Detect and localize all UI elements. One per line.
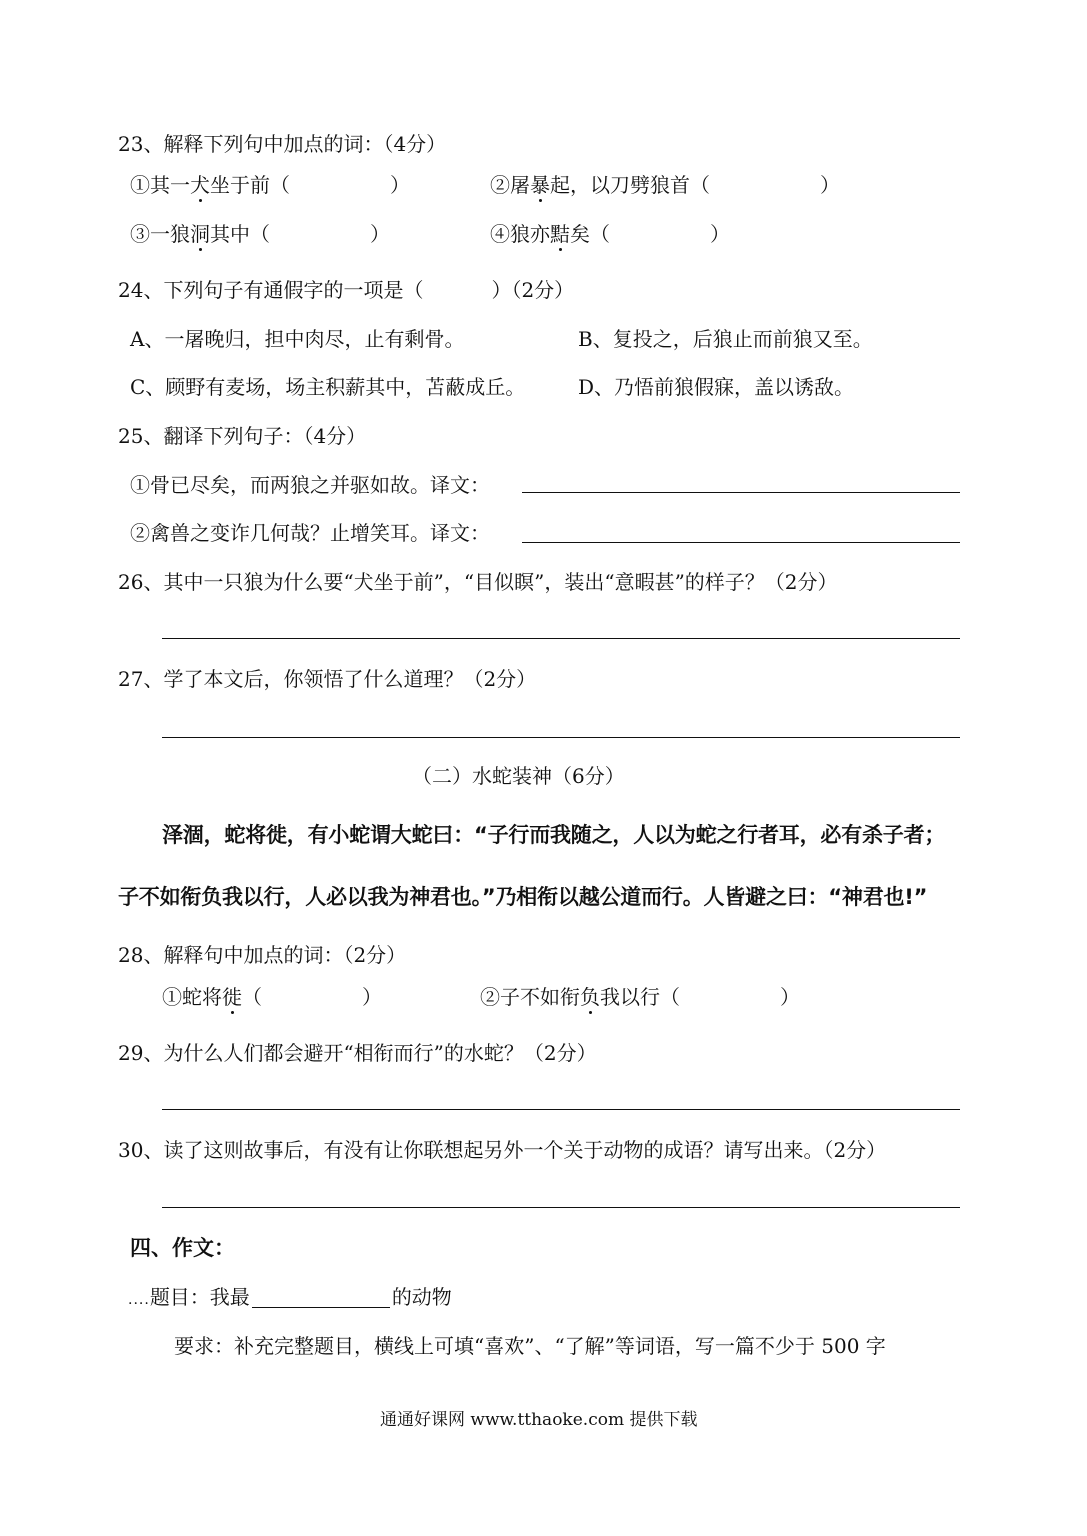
q28-item-2: ②子不如衔负我以行（ ）: [480, 985, 800, 1009]
dotted-word: 洞: [190, 222, 210, 246]
q25-sentence-1: ①骨已尽矣，而两狼之并驱如故。译文：: [130, 473, 490, 497]
q24-option-c: C、顾野有麦场，场主积薪其中，苫蔽成丘。: [130, 375, 526, 399]
q30-stem: 30、读了这则故事后，有没有让你联想起另外一个关于动物的成语？请写出来。（2分）: [118, 1138, 887, 1162]
q24-option-d: D、乃悟前狼假寐，盖以诱敌。: [578, 375, 855, 399]
dotted-word: 暴: [530, 173, 550, 197]
q25-stem: 25、翻译下列句子：（4分）: [118, 424, 367, 448]
composition-requirement: 要求：补充完整题目，横线上可填“喜欢”、“了解”等词语，写一篇不少于 500 字: [174, 1334, 886, 1358]
passage-line-1: 泽涸，蛇将徙，有小蛇谓大蛇曰：“子行而我随之，人以为蛇之行者耳，必有杀子者；: [162, 823, 946, 847]
section-title: （二）水蛇装神（6分）: [412, 764, 625, 788]
answer-line: [162, 638, 960, 639]
q23-item-4: ④狼亦黠矣（ ）: [490, 222, 730, 246]
q29-stem: 29、为什么人们都会避开“相衔而行”的水蛇？（2分）: [118, 1041, 597, 1065]
page-footer: 通通好课网 www.tthaoke.com 提供下载: [380, 1410, 698, 1430]
q28-stem: 28、解释句中加点的词：（2分）: [118, 943, 407, 967]
q25-sentence-2: ②禽兽之变诈几何哉？止增笑耳。译文：: [130, 521, 490, 545]
answer-line: [162, 1207, 960, 1208]
q26-stem: 26、其中一只狼为什么要“犬坐于前”，“目似瞑”，装出“意暇甚”的样子？（2分）: [118, 570, 838, 594]
topic-blank: [252, 1289, 390, 1308]
q24-stem: 24、下列句子有通假字的一项是（ ）（2分）: [118, 278, 575, 302]
passage-line-2: 子不如衔负我以行，人必以我为神君也。”乃相衔以越公道而行。人皆避之曰：“神君也!”: [118, 885, 928, 909]
q23-stem: 23、解释下列句中加点的词：（4分）: [118, 132, 447, 156]
q23-item-2: ②屠暴起，以刀劈狼首（ ）: [490, 173, 840, 197]
answer-line: [162, 1109, 960, 1110]
composition-topic: ....题目：我最 的动物: [128, 1285, 452, 1309]
q23-item-1: ①其一犬坐于前（ ）: [130, 173, 410, 197]
q24-option-a: A、一屠晚归，担中肉尽，止有剩骨。: [130, 327, 465, 351]
dotted-word: 犬: [190, 173, 210, 197]
answer-line: [162, 737, 960, 738]
q23-item-3: ③一狼洞其中（ ）: [130, 222, 390, 246]
dotted-word: 黠: [550, 222, 570, 246]
q27-stem: 27、学了本文后，你领悟了什么道理？（2分）: [118, 667, 537, 691]
answer-line: [522, 492, 960, 493]
composition-heading: 四、作文：: [130, 1236, 235, 1260]
dotted-word: 负: [580, 985, 600, 1009]
q28-item-1: ①蛇将徙（ ）: [162, 985, 382, 1009]
answer-line: [522, 542, 960, 543]
q24-option-b: B、复投之，后狼止而前狼又至。: [578, 327, 873, 351]
dotted-word: 徙: [222, 985, 242, 1009]
